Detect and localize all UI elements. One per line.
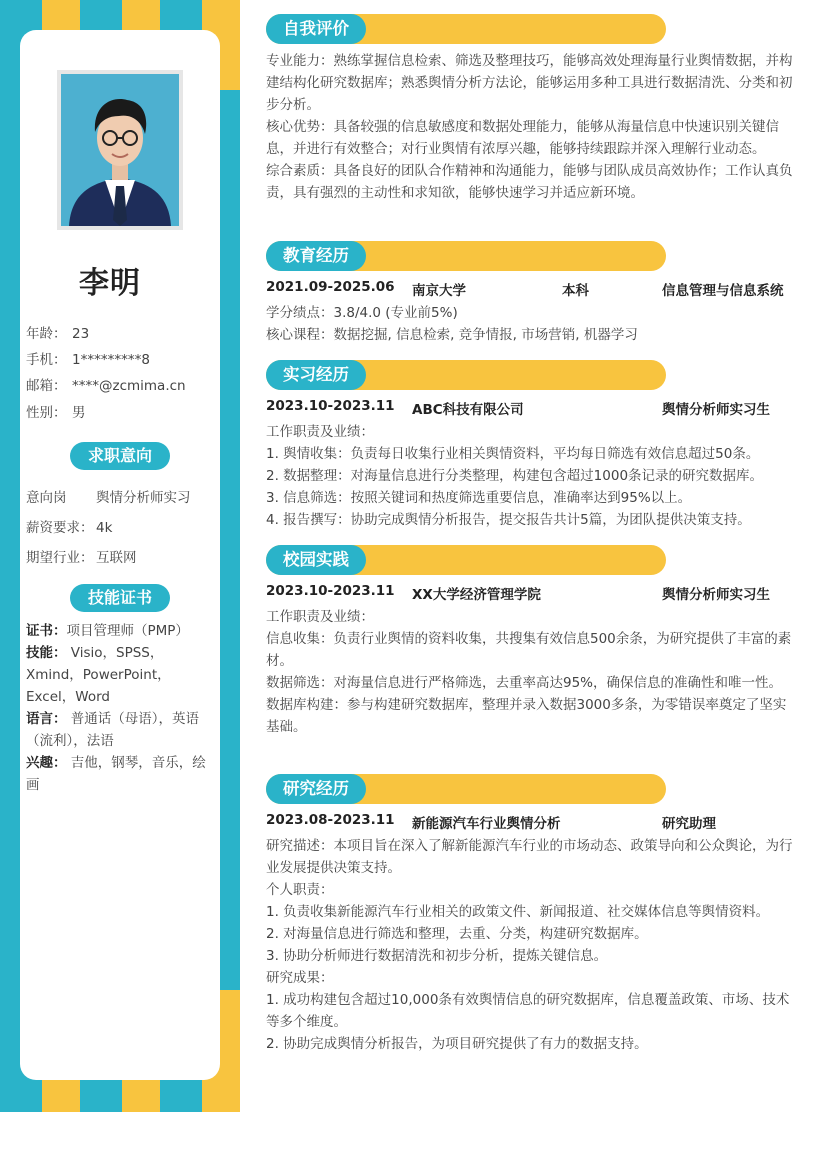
- profile-name: 李明: [79, 266, 141, 301]
- intent-label: 薪资要求：: [26, 520, 94, 536]
- intent-salary: [26, 516, 112, 536]
- intent-value: 舆情分析师实习: [96, 490, 191, 506]
- internship-line: 2. 数据整理：对海量信息进行分类整理，构建包含超过1000条记录的研究数据库。: [266, 468, 764, 484]
- skills-list: [26, 620, 216, 796]
- intent-position: [26, 486, 191, 506]
- skill-label: 证书：: [26, 623, 67, 639]
- section-title: 实习经历: [266, 360, 366, 390]
- campus-body: [266, 606, 796, 738]
- entry-date: 2023.10-2023.11: [266, 583, 395, 599]
- section-title: 教育经历: [266, 241, 366, 271]
- intent-heading: 求职意向: [70, 442, 170, 470]
- skills-heading: 技能证书: [70, 584, 170, 612]
- skill-item: [26, 620, 216, 642]
- campus-entry-row: [266, 583, 806, 605]
- research-line: 个人职责：: [266, 882, 334, 898]
- research-line: 2. 对海量信息进行筛选和整理，去重、分类，构建研究数据库。: [266, 926, 648, 942]
- info-gender: [26, 401, 86, 421]
- info-label: 性别：: [26, 405, 67, 421]
- research-body: [266, 835, 796, 1055]
- research-line: 1. 成功构建包含超过10,000条有效舆情信息的研究数据库，信息覆盖政策、市场、技术等多个维度。: [266, 992, 790, 1030]
- research-entry-row: [266, 812, 806, 834]
- entry-project: 新能源汽车行业舆情分析: [412, 816, 561, 832]
- self-eval-header: [266, 14, 666, 44]
- skill-item: [26, 708, 216, 752]
- internship-line: 4. 报告撰写：协助完成舆情分析报告，提交报告共计5篇，为团队提供决策支持。: [266, 512, 751, 528]
- info-label: 手机：: [26, 352, 67, 368]
- self-eval-paragraph: 专业能力：熟练掌握信息检索、筛选及整理技巧，能够高效处理海量行业舆情数据，并构建结构化研究数据库；熟悉舆情分析方法论，能够运用多种工具进行数据清洗、分类和初步分析。: [266, 53, 793, 113]
- internship-entry-row: [266, 398, 806, 420]
- research-line: 研究成果：: [266, 970, 334, 986]
- info-value: ****@zcmima.cn: [72, 378, 186, 394]
- entry-role: 研究助理: [662, 816, 716, 832]
- education-line: 核心课程：数据挖掘, 信息检索, 竞争情报, 市场营销, 机器学习: [266, 327, 638, 343]
- portrait-illustration: [61, 74, 179, 226]
- info-label: 年龄：: [26, 326, 67, 342]
- entry-degree: 本科: [562, 283, 589, 299]
- campus-line: 数据库构建：参与构建研究数据库，整理并录入数据3000多条，为零错误率奠定了坚实基础。: [266, 697, 787, 735]
- skill-value: 吉他，钢琴，音乐，绘画: [26, 755, 206, 793]
- info-phone: [26, 348, 150, 368]
- skill-item: [26, 642, 216, 708]
- research-line: 2. 协助完成舆情分析报告，为项目研究提供了有力的数据支持。: [266, 1036, 648, 1052]
- skill-value: 普通话（母语），英语（流利），法语: [26, 711, 200, 749]
- section-title: 自我评价: [266, 14, 366, 44]
- internship-body: [266, 421, 796, 531]
- profile-photo: [57, 70, 183, 230]
- education-header: [266, 241, 666, 271]
- entry-school: 南京大学: [412, 283, 466, 299]
- research-header: [266, 774, 666, 804]
- entry-org: ABC科技有限公司: [412, 402, 524, 418]
- info-value: 男: [72, 405, 86, 421]
- internship-header: [266, 360, 666, 390]
- info-value: 1*********8: [72, 352, 150, 368]
- research-line: 研究描述：本项目旨在深入了解新能源汽车行业的市场动态、政策导向和公众舆论，为行业发展提供决策支持。: [266, 838, 793, 876]
- self-eval-paragraph: 综合素质：具备良好的团队合作精神和沟通能力，能够与团队成员高效协作；工作认真负责，具有强烈的主动性和求知欲，能够快速学习并适应新环境。: [266, 163, 793, 201]
- intent-label: 意向岗: [26, 490, 67, 506]
- campus-line: 数据筛选：对海量信息进行严格筛选，去重率高达95%，确保信息的准确性和唯一性。: [266, 675, 783, 691]
- campus-line: 工作职责及业绩：: [266, 609, 374, 625]
- skill-label: 技能：: [26, 645, 67, 661]
- internship-line: 1. 舆情收集：负责每日收集行业相关舆情资料，平均每日筛选有效信息超过50条。: [266, 446, 760, 462]
- internship-line: 工作职责及业绩：: [266, 424, 374, 440]
- education-line: 学分绩点：3.8/4.0 (专业前5%): [266, 305, 458, 321]
- self-eval-paragraph: 核心优势：具备较强的信息敏感度和数据处理能力，能够从海量信息中快速识别关键信息，并进行有效整合；对行业舆情有浓厚兴趣，能够持续跟踪并深入理解行业动态。: [266, 119, 779, 157]
- skill-value: 项目管理师（PMP）: [66, 623, 189, 639]
- entry-date: 2023.10-2023.11: [266, 398, 395, 414]
- intent-value: 4k: [96, 520, 113, 536]
- entry-role: 舆情分析师实习生: [662, 402, 770, 418]
- entry-date: 2023.08-2023.11: [266, 812, 395, 828]
- intent-label: 期望行业：: [26, 550, 94, 566]
- entry-role: 舆情分析师实习生: [662, 587, 770, 603]
- info-age: [26, 322, 89, 342]
- campus-line: 信息收集：负责行业舆情的资料收集，共搜集有效信息500余条，为研究提供了丰富的素材。: [266, 631, 792, 669]
- section-title: 研究经历: [266, 774, 366, 804]
- research-line: 1. 负责收集新能源汽车行业相关的政策文件、新闻报道、社交媒体信息等舆情资料。: [266, 904, 770, 920]
- entry-org: XX大学经济管理学院: [412, 587, 541, 603]
- research-line: 3. 协助分析师进行数据清洗和初步分析，提炼关键信息。: [266, 948, 608, 964]
- campus-header: [266, 545, 666, 575]
- skill-label: 兴趣：: [26, 755, 67, 771]
- section-title: 校园实践: [266, 545, 366, 575]
- skill-item: [26, 752, 216, 796]
- entry-major: 信息管理与信息系统: [662, 283, 784, 299]
- intent-value: 互联网: [96, 550, 137, 566]
- info-email: [26, 374, 186, 394]
- info-value: 23: [72, 326, 90, 342]
- education-body: [266, 302, 796, 346]
- intent-industry: [26, 546, 137, 566]
- education-entry-row: [266, 279, 806, 301]
- internship-line: 3. 信息筛选：按照关键词和热度筛选重要信息，准确率达到95%以上。: [266, 490, 692, 506]
- entry-date: 2021.09-2025.06: [266, 279, 395, 295]
- self-eval-body: [266, 50, 796, 204]
- skill-value: Visio，SPSS，Xmind，PowerPoint，Excel，Word: [26, 645, 171, 705]
- info-label: 邮箱：: [26, 378, 67, 394]
- skill-label: 语言：: [26, 711, 67, 727]
